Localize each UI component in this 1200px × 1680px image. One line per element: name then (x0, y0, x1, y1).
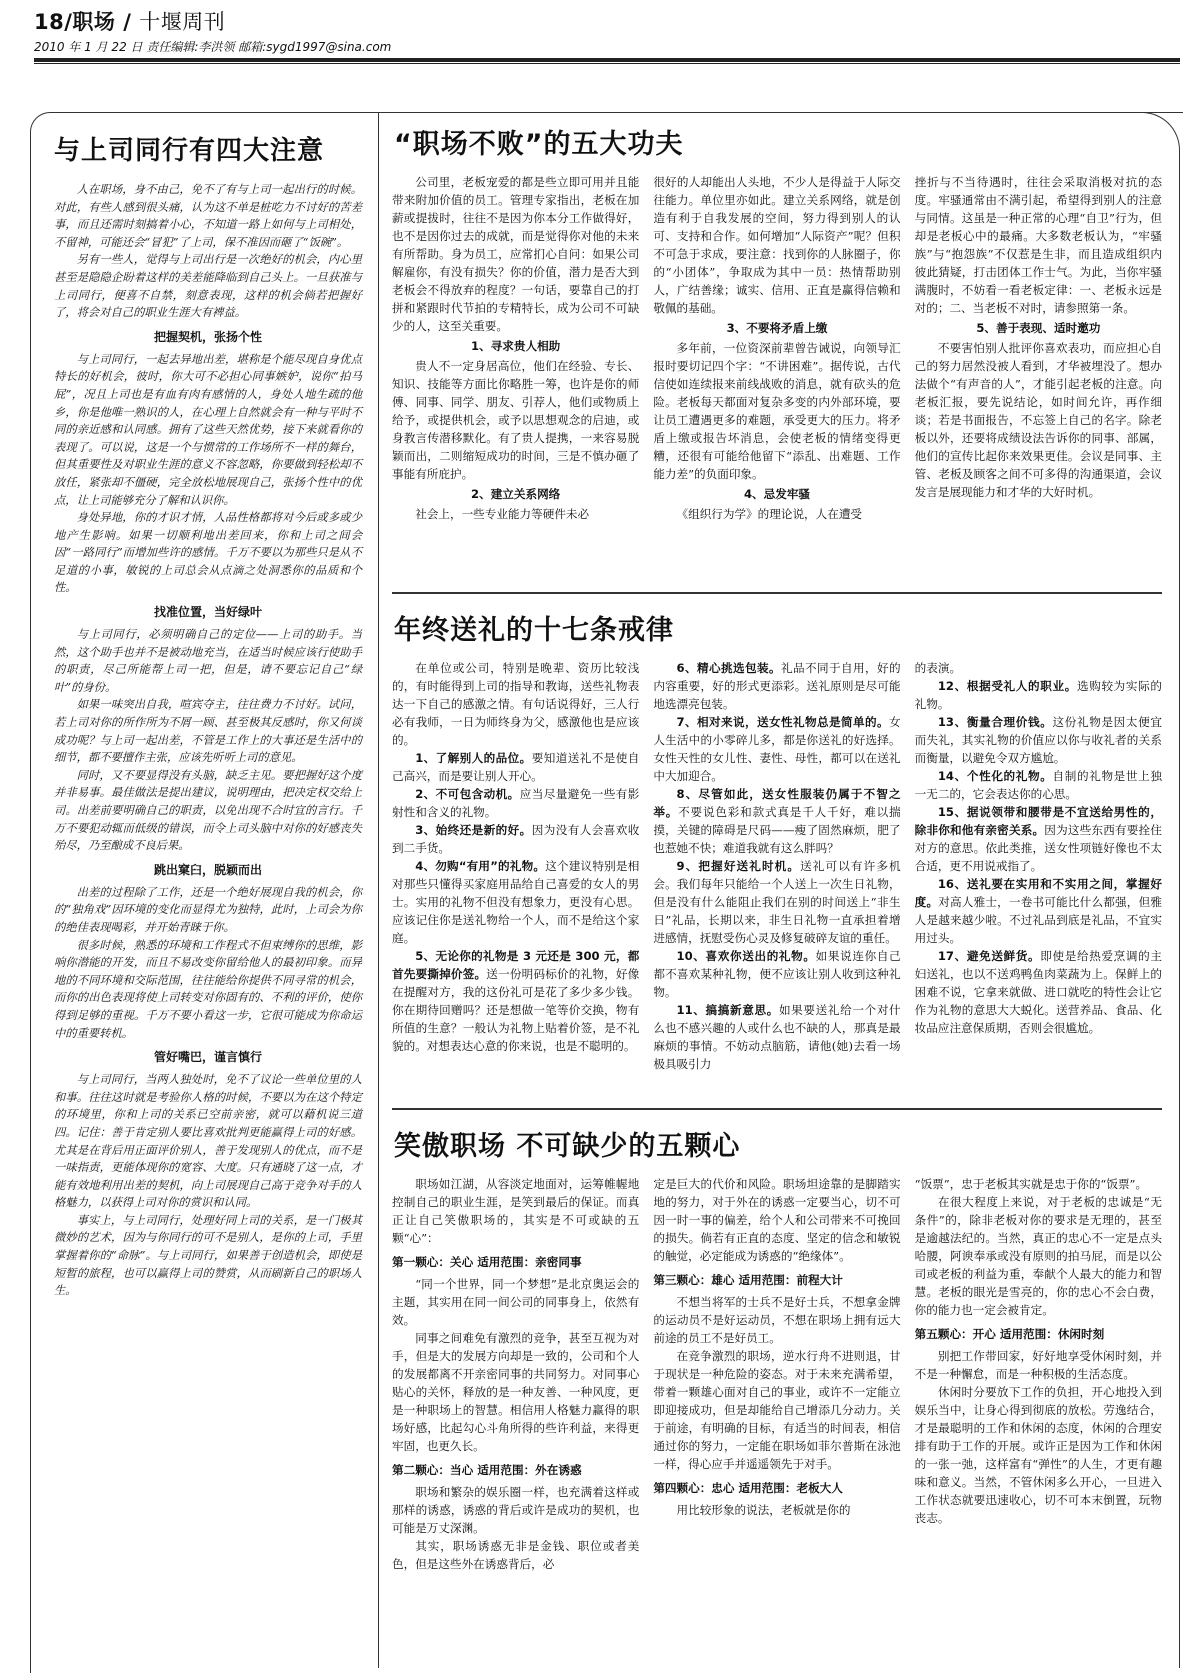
rule-item: 2、不可包含动机。应当尽量避免一些有影射性和含义的礼物。 (392, 787, 640, 819)
left-para: 同时，又不要显得没有头脑，缺乏主见。要把握好这个度并非易事。最佳做法是提出建议，说明理由，把决定权交给上司。出差前要明确自己的职责，以免出现不合时宜的言行。千万不要犯动辄而低级的错误，而令上司头脑中对你的好感丧失殆尽，乃至酿成不良后果。 (54, 768, 362, 853)
paragraph: 定是巨大的代价和风险。职场坦途靠的是脚踏实地的努力，对于外在的诱惑一定要当心，切不可因一时一事的偏差，给个人和公司带来不可挽回的损失。倘若有正直的态度、坚定的信念和敏锐的触觉，必定能成为诱惑的“绝缘体”。 (653, 1177, 901, 1263)
left-section-heading: 把握契机，张扬个性 (153, 329, 262, 344)
paragraph: 社会上，一些专业能力等硬件未必 (415, 507, 590, 521)
paragraph: 职场如江湖，从容淡定地面对，运筹帷幄地控制自己的职业生涯，是笑到最后的保证。而真正让自己笑傲职场的，其实是不可或缺的五颗“心”： (392, 1177, 640, 1245)
paragraph: 在单位或公司，特别是晚辈、资历比较浅的，有时能得到上司的指导和教诲，送些礼物表达一下自己的感激之情。有句话说得好，三人行必有我师，一日为师终身为父，感激他也是应该的。 (392, 661, 640, 747)
rule-item: 11、搞搞新意思。如果要送礼给一个对什么也不感兴趣的人或什么也不缺的人，那真是最麻烦的事情。不妨动点脑筋，请他(她)去看一场极具吸引力 (653, 1003, 901, 1071)
article-five-skills (392, 122, 1162, 557)
left-section-heading: 跳出窠臼，脱颖而出 (153, 862, 262, 877)
subheading: 1、寻求贵人相助 (471, 339, 561, 353)
rule-item: 10、喜欢你送出的礼物。如果说连你自己都不喜欢某种礼物，便不应该让别人收到这种礼物。 (653, 949, 901, 999)
left-para: 如果一味突出自我，喧宾夺主，往往费力不讨好。试问，若上司对你的所作所为不屑一顾、甚至极其反感时，你又何谈成功呢？与上司一起出差，不管是工作上的大事还是生活中的细节，都不要擅作主张，应该先听听上司的意见。 (54, 698, 362, 765)
article-title: 笑傲职场 不可缺少的五颗心 (394, 1131, 741, 1162)
article-column (915, 1175, 1162, 1675)
left-para: 出差的过程除了工作，还是一个绝好展现自我的机会，你的“独角戏”因环境的变化而显得尤为独特，此时，上司会为你的绝佳表现喝彩，并开始青睐于你。 (54, 885, 362, 934)
masthead (34, 6, 225, 36)
rule-item: 17、避免送鲜货。即使是给热爱烹调的主妇送礼，也以不送鸡鸭鱼肉菜蔬为上。保鲜上的困难不说，它拿来就做、进口就吃的特性会让它作为礼物的意思大大蜕化。送营养品、食品、化妆品应注意保质期，否则会很尴尬。 (914, 949, 1162, 1035)
left-section-heading: 找准位置，当好绿叶 (153, 605, 262, 620)
left-para: 很多时候，熟悉的环境和工作程式不但束缚你的思维，影响你潜能的开发，而且不易改变你留给他人的最初印象。而异地的不同环境和交际范围，往往能给你提供不同寻常的机会，而你的出色表现将使上司转变对你固有的、不利的评价，使你得到足够的重视。千万不要小看这一步，它很可能成为你命运中的重要转机。 (54, 938, 362, 1040)
subheading: 第五颗心：开心 适用范围：休闲时刻 (914, 1327, 1105, 1341)
page-number: 18/ (34, 10, 73, 34)
paragraph: 在很大程度上来说，对于老板的忠诚是“无条件”的，除非老板对你的要求是无理的，甚至是逾越法纪的。当然，真正的忠心不一定是点头哈腰，阿谀奉承或没有原则的拍马屁，而是以公司或老板的利益为重，奉献个人最大的能力和智慧。老板的眼光是雪亮的，你的忠心不会白费，你的能力也一定会被肯定。 (914, 1195, 1162, 1317)
article-title: 年终送礼的十七条戒律 (394, 615, 674, 646)
rule-item: 14、个性化的礼物。自制的礼物是世上独一无二的，它会表达你的心思。 (914, 769, 1162, 801)
date-editor-line: 2010 年 1 月 22 日 责任编辑:李洪领 邮箱:sygd1997@sina.com (34, 40, 392, 54)
paragraph: 多年前，一位资深前辈曾告诫说，向领导汇报时要切记四个字：“不讲困难”。据传说，古代信使如连续报来前线战败的消息，就有砍头的危险。老板每天都面对复杂多变的内外部环境，要让员工遭遇更多的难题，承受更大的压力。将矛盾上缴或报告坏消息，会使老板的情绪变得更糟，还很有可能给他留下“添乱、出难题、工作能力差”的负面印象。 (653, 341, 901, 481)
paragraph: 挫折与不当待遇时，往往会采取消极对抗的态度。牢骚通常由不满引起，希望得到别人的注意与同情。这虽是一种正常的心理“自卫”行为，但却是老板心中的最痛。大多数老板认为，“牢骚族”与“抱怨族”不仅惹是生非，而且造成组织内彼此猜疑，打击团体工作士气。为此，当你牢骚满腹时，不妨看一看老板定律：一、老板永远是对的；二、当老板不对时，请参照第一条。 (914, 175, 1162, 315)
paragraph: 不想当将军的士兵不是好士兵，不想拿金牌的运动员不是好运动员，不想在职场上拥有远大前途的员工不是好员工。 (653, 1295, 901, 1345)
article-column (392, 659, 639, 1091)
left-intro-para: 人在职场，身不由己，免不了有与上司一起出行的时候。对此，有些人感到很头痛，认为这不单是桩吃力不讨好的苦差事，而且还需时刻搞着小心，不知道一路上如何与上司相处，不留神，可能还会“冒犯”了上司，保不准因而砸了“饭碗”。 (54, 183, 362, 249)
paragraph: “同一个世界，同一个梦想”是北京奥运会的主题，其实用在同一间公司的同事身上，依然有效。 (392, 1277, 640, 1327)
left-article-title: 与上司同行有四大注意 (54, 136, 325, 166)
article-title: “职场不败”的五大功夫 (394, 129, 684, 160)
paper-name: 十堰周刊 (139, 10, 226, 34)
left-para: 身处异地，你的才识才情，人品性格都将对今后或多或少地产生影响。如果一切顺利地出差回来，你和上司之间会因“一路同行”而增加些许的感情。千万不要以为那些只是从不足道的小事，敏锐的上司总会从点滴之处洞悉你的品质和个性。 (54, 511, 362, 595)
paragraph: 的表演。 (914, 661, 962, 675)
rule-item: 5、无论你的礼物是 3 元还是 300 元，都首先要撕掉价签。送一份明码标价的礼物，好像在提醒对方，我的这份礼可是花了多少多少钱。你在期待回赠吗？还是想做一笔等价交换，物有所值的生意？一般认为礼物上贴着价签，是不礼貌的。对想表达心意的你来说，也是不聪明的。 (392, 949, 640, 1053)
rule-item: 9、把握好送礼时机。送礼可以有许多机会。我们每年只能给一个人送上一次生日礼物，但是没有什么能阻止我们在别的时间送上“非生日”礼品，长期以来，非生日礼物一直承担着增进感情，抚慰受伤心灵及修复破碎友谊的重任。 (653, 859, 901, 945)
rule-item: 1、了解别人的品位。要知道送礼不是使自己高兴，而是要让别人开心。 (392, 751, 640, 783)
article-column (915, 659, 1162, 1091)
subheading: 第三颗心：雄心 适用范围：前程大计 (653, 1273, 843, 1287)
paragraph: 很好的人却能出人头地，不少人是得益于人际交往能力。单位里亦如此。建立关系网络，就是创造有利于自我发展的空间，努力得到别人的认可、支持和合作。如何增加“人际资产”呢？但积不可急于求成，要注意：找到你的人脉圈子，你的“小团体”，争取成为其中一员：热情帮助别人，广结善缘；诚实、信用、正直是赢得信赖和敬佩的基础。 (653, 175, 901, 315)
header-rule-thin (34, 63, 1180, 64)
left-section-heading: 管好嘴巴，谨言慎行 (153, 1050, 262, 1065)
subheading: 第二颗心：当心 适用范围：外在诱惑 (392, 1463, 582, 1477)
article-column (653, 173, 900, 557)
article-column (653, 659, 900, 1091)
rule-item: 12、根据受礼人的职业。选购较为实际的礼物。 (914, 679, 1162, 711)
left-para: 与上司同行，必须明确自己的定位——上司的助手。当然，这个助手也并不是被动地充当，在适当时候应该行使助手的职责，尽己所能帮上司一把，但是，请不要忘记自己“绿叶”的身份。 (54, 628, 362, 694)
article-five-hearts (392, 1124, 1162, 1675)
rule-item: 13、衡量合理价钱。这份礼物是因太便宜而失礼，其实礼物的价值应以你与收礼者的关系而衡量，以避免令双方尴尬。 (914, 715, 1162, 765)
paragraph: 别把工作带回家，好好地享受休闲时刻，并不是一种懈怠，而是一种积极的生活态度。 (914, 1349, 1162, 1381)
subheading: 5、善于表现、适时邀功 (976, 321, 1101, 335)
masthead-separator: / (123, 10, 132, 34)
article-gift-rules (392, 608, 1162, 1091)
left-article (54, 130, 362, 1300)
left-para: 事实上，与上司同行，处理好同上司的关系，是一门极其微妙的艺术，因为与你同行的可不是别人，是你的上司，手里掌握着你的“命脉”。与上司同行，如果善于创造机会，即使是短暂的旅程，也可以赢得上司的赞赏，从而刷新自己的职场人生。 (54, 1213, 362, 1298)
paragraph: 其实，职场诱惑无非是金钱、职位或者美色，但是这些外在诱惑背后，必 (392, 1539, 640, 1571)
paragraph: 公司里，老板宠爱的都是些立即可用并且能带来附加价值的员工。管理专家指出，老板在加薪或提拔时，往往不是因为你本分工作做得好，也不是因你过去的成就，而是觉得你对他的未来有所帮助。身为员工，应常扪心自问：如果公司解雇你，有没有损失？你的价值，潜力是否大到老板会不得放弃的程度？一句话，要靠自己的打拼和紧跟时代节拍的专精特长，成为公司不可缺少的人，这至关重要。 (392, 175, 640, 333)
header-rule (34, 58, 1180, 62)
paragraph: 《组织行为学》的理论说，人在遭受 (676, 507, 863, 521)
article-column (392, 1175, 639, 1675)
paragraph: 不要害怕别人批评你喜欢表功，而应担心自己的努力居然没被人看到，才华被埋没了。想办法做个“有声音的人”，才能引起老板的注意。向老板汇报，要先说结论，如时间允许，再作细谈；若是书面报告，不忘签上自己的名字。除老板以外，还要将成绩设法告诉你的同事、部属，他们的宣传比起你来效果更佳。会议是同事、主管、老板及顾客之间不可多得的沟通渠道，会议发言是展现能力和才华的大好时机。 (914, 341, 1162, 499)
left-para: 与上司同行，当两人独处时，免不了议论一些单位里的人和事。往往这时就是考验你人格的时候，不要以为在这个特定的环境里，你和上司的关系已空前亲密，就可以藉机说三道四。记住：善于肯定别人要比喜欢批判更能赢得上司的好感。尤其是在背后用正面评价别人，善于发现别人的优点，而不是一味指责，更能体现你的宽容、大度。只有通晓了这一点，才能有效地利用出差的契机，向上司展现自己高于竞争对手的人格魅力，以获得上司对你的赏识和认同。 (54, 1073, 362, 1210)
rule-item: 3、始终还是新的好。因为没有人会喜欢收到二手货。 (392, 823, 640, 855)
section-divider (392, 592, 1162, 594)
rule-item: 7、相对来说，送女性礼物总是简单的。女人生活中的小零碎儿多，都是你送礼的好选择。女性天性的女儿性、妻性、母性，都可以在送礼中大加迎合。 (653, 715, 901, 783)
rule-item: 16、送礼要在实用和不实用之间，掌握好度。对高人雅士，一卷书可能比什么都强，但雅人是越来越少啦。不过礼品到底是礼品，不宜实用过头。 (914, 877, 1162, 945)
article-column (653, 1175, 900, 1675)
article-column (915, 173, 1162, 557)
paragraph: 在竞争激烈的职场，逆水行舟不进则退，甘于现状是一种危险的姿态。对于未来充满希望，带着一颗雄心面对自己的事业，或许不一定能立即迎接成功，但是却能给自己增添几分动力。关于前途，有明确的目标，有适当的时间表，相信通过你的努力，一定能在职场如菲尔普斯在泳池一样，得心应手并遥遥领先于对手。 (653, 1349, 901, 1471)
rule-item: 4、勿购“有用”的礼物。这个建议特别是相对那些只懂得买家庭用品给自己喜爱的女人的男士。实用的礼物不但没有想象力，更没有心思。应该记住你是送礼物给一个人，而不是给这个家庭。 (392, 859, 640, 945)
section-name: 职场 (72, 10, 116, 34)
paragraph: 休闲时分要放下工作的负担，开心地投入到娱乐当中，让身心得到彻底的放松。劳逸结合，才是最聪明的工作和休闲的态度，休闲的合理安排有助于工作的开展。或许正是因为工作和休闲的一张一弛，这样富有“弹性”的人生，才更有趣味和意义。当然，不管休闲多么开心，一旦进入工作状态就要迅速收心，切不可本末倒置，玩物丧志。 (914, 1385, 1162, 1525)
subheading: 第一颗心：关心 适用范围：亲密同事 (392, 1255, 582, 1269)
subheading: 2、建立关系网络 (471, 487, 561, 501)
subheading: 3、不要将矛盾上缴 (726, 321, 828, 335)
paragraph: 用比较形象的说法，老板就是你的 (676, 1503, 851, 1517)
paragraph: 贵人不一定身居高位，他们在经验、专长、知识、技能等方面比你略胜一筹，也许是你的师傅、同事、同学、朋友、引荐人，他们或物质上给予，或提供机会，或予以思想观念的启迪，或身教言传潜移默化。有了贵人提携，一来容易脱颖而出，二则缩短成功的时间，三是不慎办砸了事能有所庇护。 (392, 359, 640, 481)
paragraph: 同事之间难免有激烈的竞争，甚至互视为对手，但是大的发展方向却是一致的，公司和个人的发展都离不开亲密同事的共同努力。对同事心贴心的关怀，释放的是一种友善、一种风度，更是一种职场上的智慧。相信用人格魅力赢得的职场好感，比起勾心斗角所得的些许利益，来得更牢固，也更久长。 (392, 1331, 640, 1453)
left-para: 与上司同行，一起去异地出差，堪称是个能尽现自身优点特长的好机会，彼时，你大可不必担心同事嫉妒，说你“拍马屁”，况且上司也是有血有肉有感情的人，身处人地生疏的他乡，你是他唯一熟识的人，在心理上自然就会有一种与平时不同的亲近感和认同感。拥有了这些天然优势，接下来就看你的表现了。可以说，这是一个与惯常的工作场所不一样的舞台，但其重要性及对职业生涯的意义不容忽略，你要做到轻松却不放任，紧张却不僵硬，完全放松地展现自己，张扬个性中的优点，让上司能够充分了解和认识你。 (54, 352, 362, 507)
rule-item: 8、尽管如此，送女性服装仍属于不智之举。不要说色彩和款式真是千人千好，难以揣摸，关键的障碍是尺码——瘦了固然麻烦，肥了也惹她不快；难道我就有这么胖吗？ (653, 787, 901, 855)
left-intro-para: 另有一些人，觉得与上司出行是一次绝好的机会，内心里甚至是隐隐企盼着这样的美差能降临到自己头上。一旦获准与上司同行，便喜不自禁，刻意表现，这样的机会倘若把握好了，将会对自己的职业生涯大有裨益。 (54, 253, 362, 320)
subheading: 第四颗心：忠心 适用范围：老板大人 (653, 1481, 843, 1495)
paragraph: “饭票”，忠于老板其实就是忠于你的“饭票”。 (914, 1177, 1148, 1191)
rule-item: 15、据说领带和腰带是不宜送给男性的，除非你和他有亲密关系。因为这些东西有要拴住对方的意思。依此类推，送女性项链好像也不太合适，更不用说戒指了。 (914, 805, 1162, 873)
rule-item: 6、精心挑选包装。礼品不同于自用，好的内容重要，好的形式更添彩。送礼原则是尽可能地选漂亮包装。 (653, 661, 901, 711)
paragraph: 职场和繁杂的娱乐圈一样，也充满着这样或那样的诱惑，诱惑的背后或许是成功的契机，也可能是万丈深渊。 (392, 1485, 640, 1535)
article-column (392, 173, 639, 557)
section-divider (392, 1108, 1162, 1110)
subheading: 4、忌发牢骚 (743, 487, 811, 501)
